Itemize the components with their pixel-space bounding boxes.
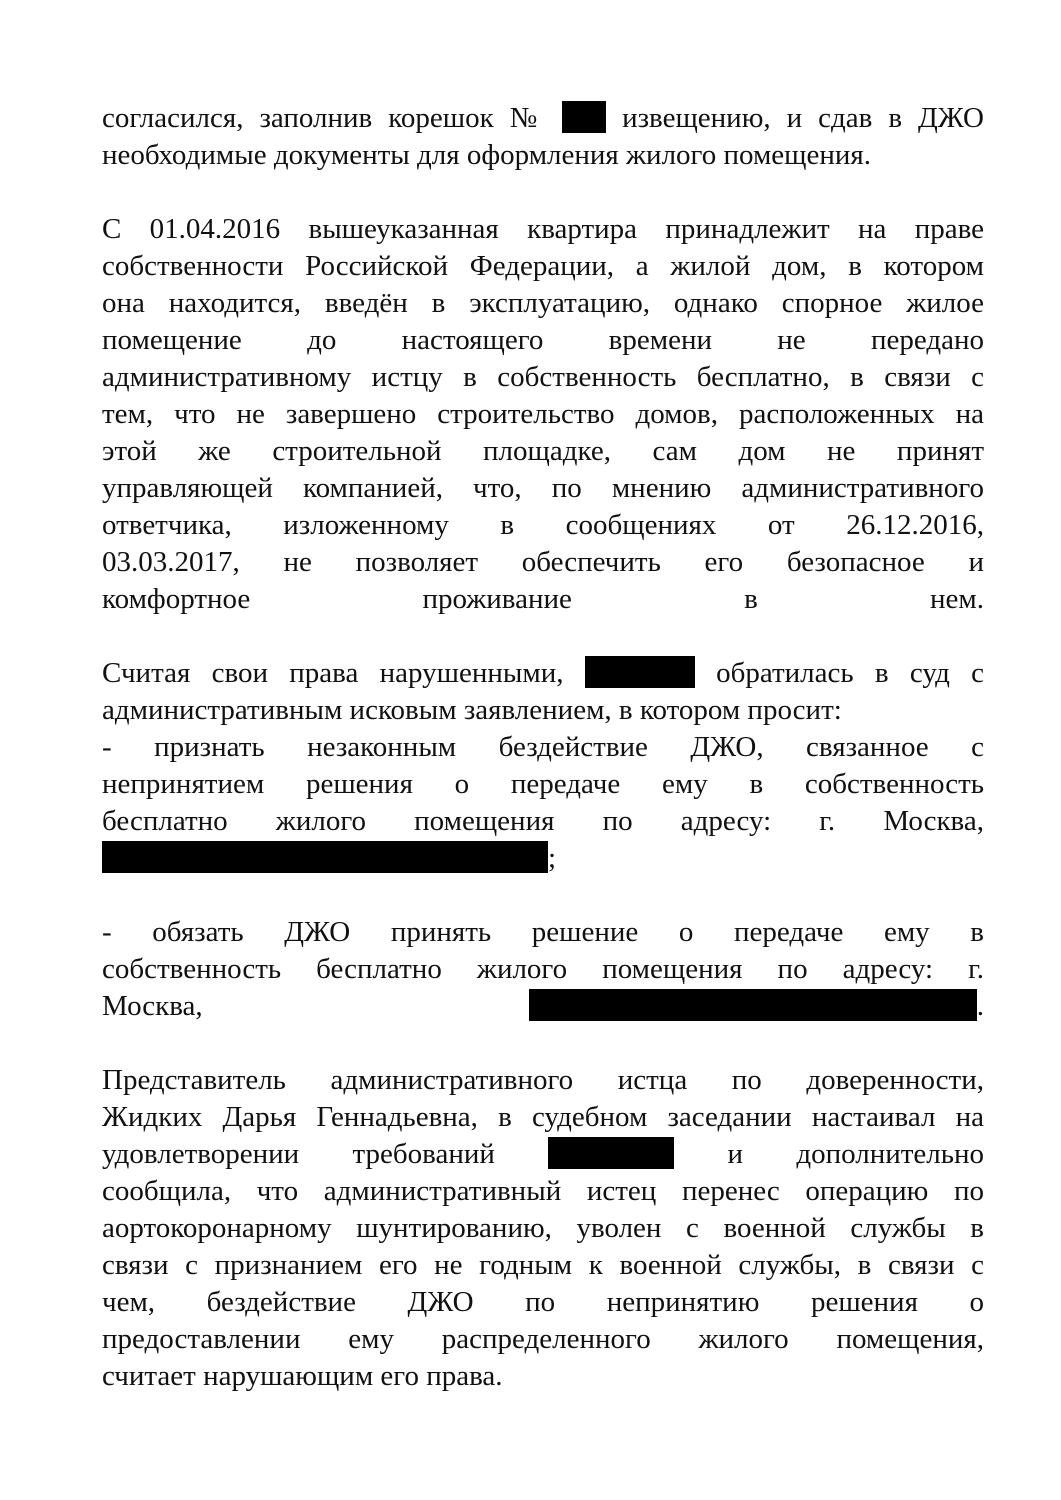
p4-line-1: - обязать ДЖО принять решение о передаче ему в [102, 916, 984, 948]
paragraph-5 [102, 1062, 984, 1395]
p2-line: собственности Российской Федерации, а жилой дом, в котором [102, 250, 984, 282]
p3-line-6 [102, 840, 984, 877]
p3-line-1 [102, 655, 984, 692]
p5-last-line: считает нарушающим его права. [102, 1360, 503, 1392]
p2-line: С 01.04.2016 вышеуказанная квартира принадлежит на праве [102, 213, 984, 245]
p3-line-5: бесплатно жилого помещения по адресу: г. Москва, [102, 805, 984, 837]
p4-line-2: собственность бесплатно жилого помещения по адресу: г. [102, 953, 984, 985]
redacted-block-number [562, 101, 606, 133]
p1-line1-text-after: извещению, и сдав в ДЖО [622, 102, 984, 134]
p5-line-2: Жидких Дарья Геннадьевна, в судебном заседании настаивал на [102, 1101, 984, 1133]
redacted-block-name-2 [548, 1137, 674, 1169]
p2-line: помещение до настоящего времени не передано [102, 324, 984, 356]
p5-line: связи с признанием его не годным к военной службы, в связи с [102, 1249, 984, 1281]
p3-line-3: - признать незаконным бездействие ДЖО, связанное с [102, 731, 984, 763]
p3-line1-text-after: обратилась в суд с [716, 657, 984, 689]
paragraph-2 [102, 211, 984, 618]
p4-line3-tail [529, 990, 984, 1022]
p4-line-3 [102, 988, 984, 1025]
p5-line: чем, бездействие ДЖО по непринятию решения о [102, 1286, 984, 1318]
p1-line-2: необходимые документы для оформления жилого помещения. [102, 139, 871, 171]
p5-line: аортокоронарному шунтированию, уволен с военной службы в [102, 1212, 984, 1244]
p1-line-1 [102, 100, 984, 137]
p2-line: ответчика, изложенному в сообщениях от 26.12.2016, [102, 509, 984, 541]
paragraph-1 [102, 100, 984, 174]
p2-line: комфортное проживание в нем. [102, 583, 984, 615]
p5-line3-text-after: и дополнительно [727, 1138, 985, 1170]
p5-line-3 [102, 1136, 984, 1173]
paragraph-4 [102, 914, 984, 1025]
p4-line3-text-after: . [976, 990, 984, 1022]
p2-line: тем, что не завершено строительство домов, расположенных на [102, 398, 984, 430]
p4-line3-text-before: Москва, [102, 990, 203, 1022]
p5-line: сообщила, что административный истец перенес операцию по [102, 1175, 984, 1207]
p2-line: административному истцу в собственность бесплатно, в связи с [102, 361, 984, 393]
p3-line-2: административным исковым заявлением, в котором просит: [102, 694, 842, 726]
p2-line: 03.03.2017, не позволяет обеспечить его безопасное и [102, 546, 984, 578]
document-body [102, 100, 984, 1395]
p1-line1-text-before: согласился, заполнив корешок № [102, 102, 547, 134]
p2-line: управляющей компанией, что, по мнению административного [102, 472, 984, 504]
redacted-block-name [585, 656, 695, 688]
p5-line: предоставлении ему распределенного жилого помещения, [102, 1323, 984, 1355]
p5-line-1: Представитель административного истца по доверенности, [102, 1064, 984, 1096]
p2-line: этой же строительной площадке, сам дом не принят [102, 435, 984, 467]
p3-line6-text-after: ; [548, 842, 557, 874]
p3-line-4: непринятием решения о передаче ему в собственность [102, 768, 984, 800]
paragraph-3 [102, 655, 984, 877]
redacted-block-address [102, 841, 548, 873]
p2-line: она находится, введён в эксплуатацию, однако спорное жилое [102, 287, 984, 319]
redacted-block-address-2 [529, 989, 977, 1021]
p3-line1-text-before: Считая свои права нарушенными, [102, 657, 564, 689]
p5-line3-text-before: удовлетворении требований [102, 1138, 495, 1170]
